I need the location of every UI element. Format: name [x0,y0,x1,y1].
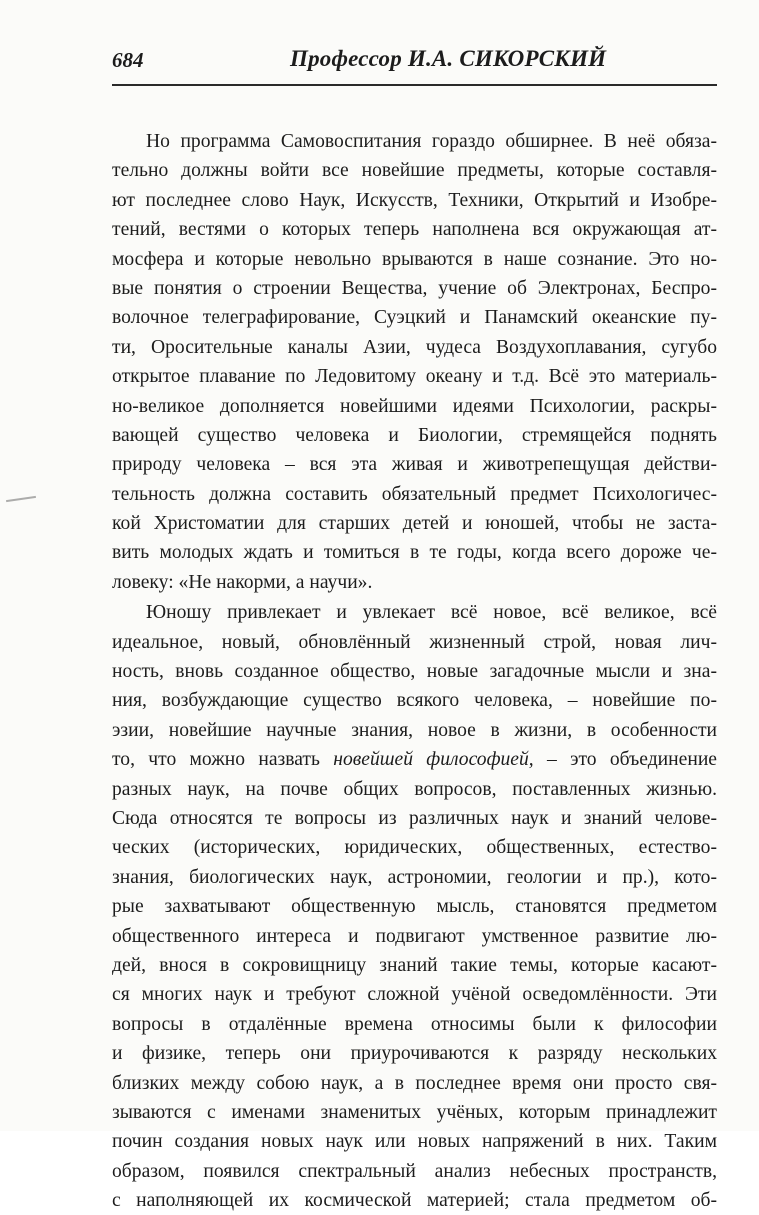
text-line: почин создания новых наук или новых напряжений в них. Таким [112,1131,717,1153]
paragraph-1 [112,127,717,597]
paragraph-2 [112,598,717,1215]
text-line: и физике, теперь они приурочиваются к разряду нескольких [112,1043,717,1065]
text-line: зываются с именами знаменитых учёных, которым принадлежит [112,1101,717,1123]
text-line: кой Христоматии для старших детей и юношей, чтобы не заста- [112,513,717,535]
text-line: волочное телеграфирование, Суэцкий и Панамский океанские пу- [112,307,717,329]
text-line: тельность должна составить обязательный предмет Психологичес- [112,483,717,505]
text-line: Сюда относятся те вопросы из различных наук и знаний челове- [112,807,717,829]
text-line: вить молодых ждать и томиться в те годы, когда всего дороже че- [112,542,717,564]
text-line: знания, биологических наук, астрономии, геологии и пр.), кото- [112,866,717,888]
text-line: образом, появился спектральный анализ небесных пространств, [112,1160,717,1182]
running-title: Профессор И.А. СИКОРСКИЙ [290,46,607,71]
text-line: рые захватывают общественную мысль, становятся предметом [112,896,717,918]
text-line: вопросы в отдалённые времена относимы были к философии [112,1013,717,1035]
text-line: Но программа Самовоспитания гораздо обширнее. В неё обяза- [146,131,717,152]
text-line: открытое плавание по Ледовитому океану и т.д. Всё это материаль- [112,366,717,388]
text-line: вые понятия о строении Вещества, учение об Электронах, Беспро- [112,277,717,299]
text-line: ния, возбуждающие существо всякого человека, – новейшие по- [112,690,717,712]
text-line: эзии, новейшие научные знания, новое в жизни, в особенности [112,719,717,741]
text-line: с наполняющей их космической материей; стала предметом об- [112,1190,717,1212]
italic-term: новейшей философией, [333,749,534,771]
text-line: ют последнее слово Наук, Искусств, Техники, Открытий и Изобре- [112,189,717,211]
text-line-with-italic [112,745,717,774]
page-number: 684 [112,48,144,72]
text-line: ность, вновь созданное общество, новые загадочные мысли и зна- [112,661,717,683]
text-line: разных наук, на почве общих вопросов, поставленных жизнью. [112,778,717,800]
text-line: близких между собою наук, а в последнее время они просто свя- [112,1072,717,1094]
text-fragment: – это объединение [533,749,717,771]
page-header [112,44,717,86]
text-line: дей, внося в сокровищницу знаний такие темы, которые касают- [112,954,717,976]
text-line: ческих (исторических, юридических, общественных, естество- [112,837,717,859]
body-text [112,127,717,1215]
text-line: мосфера и которые невольно врываются в наше сознание. Это но- [112,248,717,270]
text-line: тельно должны войти все новейшие предметы, которые составля- [112,160,717,182]
text-fragment: то, что можно назвать [112,749,334,771]
text-line: но-великое дополняется новейшими идеями Психологии, раскры- [112,395,717,417]
text-line: ловеку: «Не накорми, а научи». [112,571,373,593]
text-line: тений, вестями о которых теперь наполнена вся окружающая ат- [112,219,717,241]
text-line: природу человека – вся эта живая и животрепещущая действи- [112,454,717,476]
text-line: вающей существо человека и Биологии, стремящейся поднять [112,424,717,446]
margin-pencil-mark [6,496,36,502]
text-line: идеальное, новый, обновлённый жизненный строй, новая лич- [112,631,717,653]
text-line: ся многих наук и требуют сложной учёной осведомлённости. Эти [112,984,717,1006]
text-line: общественного интереса и подвигают умственное развитие лю- [112,925,717,947]
text-line: Юношу привлекает и увлекает всё новое, всё великое, всё [146,602,717,624]
text-line: ти, Оросительные каналы Азии, чудеса Воздухоплавания, сугубо [112,336,717,358]
